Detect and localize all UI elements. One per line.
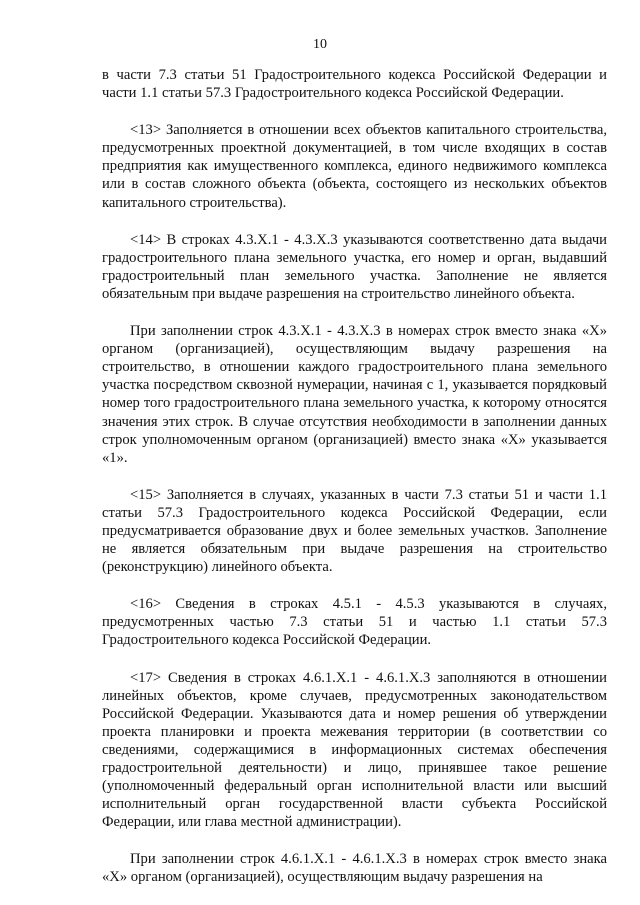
paragraph-rows-4-3: При заполнении строк 4.3.Х.1 - 4.3.Х.3 в номерах строк вместо знака «Х» органом (организацией), осуществляющим выдачу разрешения на строительство, в отношении каждого градостроительного плана земельного участка посредством сквозной нумерации, начиная с 1, указывается порядковый номер того градостроительного плана земельного участка, к которому относятся значения этих строк. В случае отсутствия необходимости в заполнении данных строк уполномоченным органом (организацией) вместо знака «Х» указывается «1». xyxy=(102,323,607,466)
footnote-17: <17> Сведения в строках 4.6.1.Х.1 - 4.6.1.Х.3 заполняются в отношении линейных объектов, кроме случаев, предусмотренных законодательством Российской Федерации. Указываются дата и номер решения об утверждении проекта планировки и проекта межевания территории (в соответствии со сведениями, содержащимися в информационных системах обеспечения градостроительной деятельности) и лицо, принявшее такое решение (уполномоченный федеральный орган исполнительной власти или высший исполнительный орган государственной власти субъекта Российской Федерации, или глава местной администрации). xyxy=(102,669,607,831)
page-number: 10 xyxy=(313,37,327,52)
footnote-15: <15> Заполняется в случаях, указанных в части 7.3 статьи 51 и части 1.1 статьи 57.3 Градостроительного кодекса Российской Федерации, если предусматривается образование двух и более земельных участков. Заполнение не является обязательным при выдаче разрешения на строительство (реконструкцию) линейного объекта. xyxy=(102,486,607,576)
paragraph-continuation: в части 7.3 статьи 51 Градостроительного кодекса Российской Федерации и части 1.1 статьи 57.3 Градостроительного кодекса Российской Федерации. xyxy=(102,67,607,102)
document-body xyxy=(102,66,607,887)
paragraph-rows-4-6-1: При заполнении строк 4.6.1.Х.1 - 4.6.1.Х.3 в номерах строк вместо знака «Х» органом (организацией), осуществляющим выдачу разрешения на xyxy=(102,851,607,886)
footnote-14: <14> В строках 4.3.Х.1 - 4.3.Х.3 указываются соответственно дата выдачи градостроительного плана земельного участка, его номер и орган, выдавший градостроительный план земельного участка. Заполнение не является обязательным при выдаче разрешения на строительство линейного объекта. xyxy=(102,231,607,302)
footnote-13: <13> Заполняется в отношении всех объектов капитального строительства, предусмотренных проектной документацией, в том числе входящих в состав предприятия как имущественного комплекса, единого недвижимого комплекса или в состав сложного объекта (объекта, состоящего из нескольких объектов капитального строительства). xyxy=(102,122,607,211)
footnote-16: <16> Сведения в строках 4.5.1 - 4.5.3 указываются в случаях, предусмотренных частью 7.3 статьи 51 и частью 1.1 статьи 57.3 Градостроительного кодекса Российской Федерации. xyxy=(102,596,607,649)
